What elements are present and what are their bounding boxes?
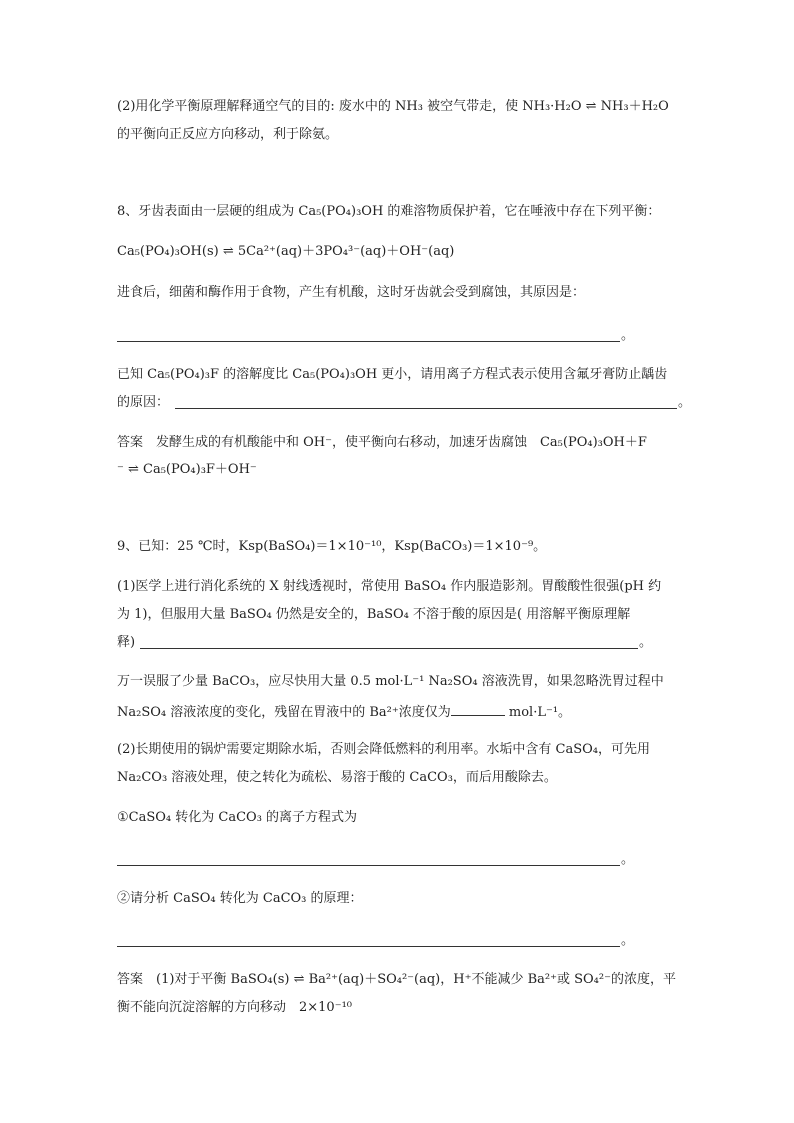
q8-question2-line2: 的原因： <box>117 395 170 410</box>
q8-period-1: 。 <box>621 328 635 343</box>
q8-answer-blank-1[interactable] <box>117 341 620 342</box>
q9-p1b-line2 <box>117 702 571 721</box>
q9-p1b-line2-pre: Na₂SO₄ 溶液浓度的变化，残留在胃液中的 Ba²⁺浓度仅为 <box>117 705 451 720</box>
q9-p1b-line1: 万一误服了少量 BaCO₃，应尽快用大量 0.5 mol·L⁻¹ Na₂SO₄ 溶液洗胃，如果忽略洗胃过程中 <box>117 674 664 689</box>
q7-part2-line1: (2)用化学平衡原理解释通空气的目的: 废水中的 NH₃ 被空气带走，使 NH₃·H₂O ⇌ NH₃＋H₂O <box>117 99 669 114</box>
q8-answer-line1: 答案 发酵生成的有机酸能中和 OH⁻，使平衡向右移动，加速牙齿腐蚀 Ca₅(PO₄)₃OH＋F <box>117 435 647 450</box>
q8-equation: Ca₅(PO₄)₃OH(s) ⇌ 5Ca²⁺(aq)＋3PO₄³⁻(aq)＋OH⁻(aq) <box>117 244 455 259</box>
q8-period-2: 。 <box>678 395 692 410</box>
q9-period-2: 。 <box>621 852 635 867</box>
q8-question2-line1: 已知 Ca₅(PO₄)₃F 的溶解度比 Ca₅(PO₄)₃OH 更小，请用离子方程式表示使用含氟牙膏防止龋齿 <box>117 367 668 382</box>
q9-p1-line1: (1)医学上进行消化系统的 X 射线透视时，常使用 BaSO₄ 作内服造影剂。胃酸酸性很强(pH 约 <box>117 579 662 594</box>
q9-answer-line1: 答案 (1)对于平衡 BaSO₄(s) ⇌ Ba²⁺(aq)＋SO₄²⁻(aq)，H⁺不能减少 Ba²⁺或 SO₄²⁻的浓度，平 <box>117 972 676 987</box>
q9-sub2: ②请分析 CaSO₄ 转化为 CaCO₃ 的原理： <box>117 891 363 906</box>
q7-part2-line2: 的平衡向正反应方向移动，利于除氨。 <box>117 127 339 142</box>
q9-p1-line3: 释) <box>117 635 136 650</box>
q9-stem: 9、已知：25 ℃时，Ksp(BaSO₄)＝1×10⁻¹⁰，Ksp(BaCO₃)＝1×10⁻⁹。 <box>117 539 547 554</box>
q9-sub1: ①CaSO₄ 转化为 CaCO₃ 的离子方程式为 <box>117 810 358 825</box>
q9-answer-blank-1[interactable] <box>140 648 638 649</box>
q9-p2-line2: Na₂CO₃ 溶液处理，使之转化为疏松、易溶于酸的 CaCO₃，而后用酸除去。 <box>117 770 557 785</box>
q9-period-3: 。 <box>621 933 635 948</box>
q8-stem: 8、牙齿表面由一层硬的组成为 Ca₅(PO₄)₃OH 的难溶物质保护着，它在唾液中存在下列平衡： <box>117 204 661 219</box>
q9-answer-blank-2[interactable] <box>117 865 620 866</box>
q9-period-1: 。 <box>639 635 653 650</box>
q9-p1-line2: 为 1)，但服用大量 BaSO₄ 仍然是安全的，BaSO₄ 不溶于酸的原因是( 用溶解平衡原理解 <box>117 607 631 622</box>
q9-answer-line2: 衡不能向沉淀溶解的方向移动 2×10⁻¹⁰ <box>117 1000 352 1015</box>
q8-answer-line2: ⁻ ⇌ Ca₅(PO₄)₃F＋OH⁻ <box>117 462 257 477</box>
q9-answer-blank-3[interactable] <box>117 946 620 947</box>
q8-question1: 进食后，细菌和酶作用于食物，产生有机酸，这时牙齿就会受到腐蚀，其原因是： <box>117 285 586 300</box>
q8-answer-blank-2[interactable] <box>175 408 677 409</box>
q9-p2-line1: (2)长期使用的锅炉需要定期除水垢，否则会降低燃料的利用率。水垢中含有 CaSO₄，可先用 <box>117 742 651 757</box>
q9-p1b-line2-post: mol·L⁻¹。 <box>504 705 572 720</box>
q9-ba-concentration-blank[interactable] <box>451 702 505 716</box>
